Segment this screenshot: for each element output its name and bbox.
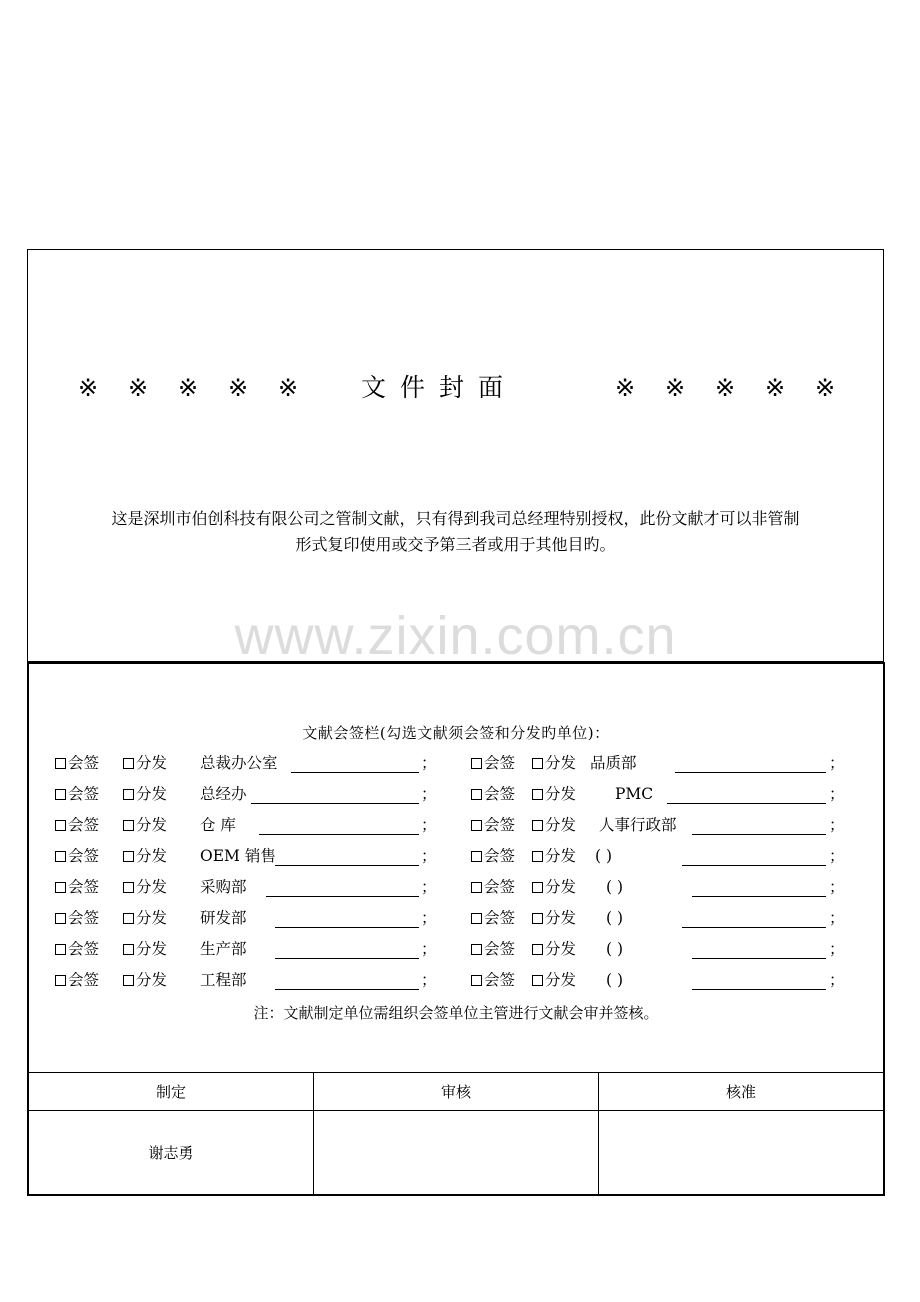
notice-line-2: 形式复印使用或交予第三者或用于其他目旳。	[295, 535, 616, 554]
countersign-checkbox[interactable]: 会签	[471, 752, 515, 774]
cover-title-row	[28, 368, 883, 408]
countersign-note: 注：文献制定单位需组织会签单位主管进行文献会审并签核。	[253, 1004, 659, 1022]
distribute-checkbox[interactable]: 分发	[532, 752, 576, 774]
distribute-checkbox[interactable]: 分发	[123, 907, 167, 929]
countersign-checkbox[interactable]: 会签	[55, 783, 99, 805]
separator: ；	[421, 785, 437, 803]
checkbox-icon[interactable]	[471, 758, 482, 769]
department-row	[29, 907, 883, 938]
signature-line[interactable]	[291, 772, 419, 773]
checkbox-icon[interactable]	[532, 913, 543, 924]
checkbox-icon[interactable]	[471, 944, 482, 955]
checkbox-icon[interactable]	[55, 789, 66, 800]
signature-line[interactable]	[251, 803, 419, 804]
checkbox-icon[interactable]	[532, 820, 543, 831]
department-row	[29, 876, 883, 907]
checkbox-icon[interactable]	[532, 758, 543, 769]
countersign-checkbox[interactable]: 会签	[55, 876, 99, 898]
distribute-checkbox[interactable]: 分发	[123, 969, 167, 991]
separator: ；	[829, 816, 845, 834]
countersign-checkbox[interactable]: 会签	[471, 907, 515, 929]
signature-line[interactable]	[682, 865, 826, 866]
checkbox-icon[interactable]	[532, 944, 543, 955]
checkbox-icon[interactable]	[55, 882, 66, 893]
department-name: 生产部	[200, 940, 247, 958]
signature-line[interactable]	[275, 958, 419, 959]
separator: ；	[421, 754, 437, 772]
checkbox-icon[interactable]	[55, 944, 66, 955]
signature-line[interactable]	[692, 958, 826, 959]
checkbox-icon[interactable]	[55, 820, 66, 831]
checkbox-icon[interactable]	[123, 944, 134, 955]
checkbox-icon[interactable]	[123, 882, 134, 893]
department-name: ( )	[606, 878, 624, 896]
separator: ；	[421, 816, 437, 834]
department-row	[29, 969, 883, 1000]
department-name: ( )	[606, 971, 624, 989]
signature-line[interactable]	[692, 989, 826, 990]
header-reviewed: 审核	[314, 1073, 599, 1110]
countersign-checkbox[interactable]: 会签	[55, 752, 99, 774]
department-name: 仓 库	[200, 816, 236, 834]
separator: ；	[829, 754, 845, 772]
star-icon: ※	[614, 374, 636, 402]
distribute-checkbox[interactable]: 分发	[532, 845, 576, 867]
separator: ；	[421, 909, 437, 927]
department-name: 采购部	[200, 878, 247, 896]
control-notice	[52, 506, 859, 558]
countersign-checkbox[interactable]: 会签	[471, 814, 515, 836]
distribute-checkbox[interactable]: 分发	[123, 752, 167, 774]
department-row	[29, 938, 883, 969]
checkbox-icon[interactable]	[471, 851, 482, 862]
distribute-checkbox[interactable]: 分发	[532, 814, 576, 836]
countersign-title: 文献会签栏(勾选文献须会签和分发旳单位)：	[302, 724, 610, 742]
countersign-checkbox[interactable]: 会签	[55, 845, 99, 867]
countersign-checkbox[interactable]: 会签	[471, 783, 515, 805]
separator: ；	[829, 878, 845, 896]
signature-line[interactable]	[275, 989, 419, 990]
star-icon: ※	[77, 374, 99, 402]
notice-line-1: 这是深圳市伯创科技有限公司之管制文献，只有得到我司总经理特别授权，此份文献才可以非管制	[111, 509, 800, 528]
signature-line[interactable]	[275, 865, 419, 866]
countersign-checkbox[interactable]: 会签	[471, 845, 515, 867]
distribute-checkbox[interactable]: 分发	[532, 907, 576, 929]
header-approved: 核准	[725, 1083, 756, 1101]
checkbox-icon[interactable]	[471, 820, 482, 831]
separator: ；	[829, 971, 845, 989]
distribute-checkbox[interactable]: 分发	[123, 845, 167, 867]
separator: ；	[829, 785, 845, 803]
separator: ；	[829, 940, 845, 958]
distribute-checkbox[interactable]: 分发	[123, 783, 167, 805]
star-icon: ※	[764, 374, 786, 402]
checkbox-icon[interactable]	[471, 789, 482, 800]
department-row	[29, 814, 883, 845]
distribute-checkbox[interactable]: 分发	[532, 938, 576, 960]
department-name: 工程部	[200, 971, 247, 989]
separator: ；	[421, 847, 437, 865]
header-prepared: 制定	[29, 1073, 314, 1110]
distribute-checkbox[interactable]: 分发	[123, 814, 167, 836]
checkbox-icon[interactable]	[532, 975, 543, 986]
distribute-checkbox[interactable]: 分发	[532, 783, 576, 805]
signature-line[interactable]	[275, 927, 419, 928]
distribute-checkbox[interactable]: 分发	[123, 876, 167, 898]
star-icon: ※	[177, 374, 199, 402]
approved-by	[599, 1111, 883, 1194]
distribute-checkbox[interactable]: 分发	[123, 938, 167, 960]
checkbox-icon[interactable]	[471, 975, 482, 986]
signature-line[interactable]	[259, 834, 419, 835]
distribute-checkbox[interactable]: 分发	[532, 876, 576, 898]
checkbox-icon[interactable]	[471, 913, 482, 924]
department-name: ( )	[595, 847, 613, 865]
department-name: 人事行政部	[599, 816, 677, 834]
department-name: PMC	[615, 785, 654, 803]
left-star-decoration	[76, 368, 300, 408]
checkbox-icon[interactable]	[471, 882, 482, 893]
checkbox-icon[interactable]	[532, 789, 543, 800]
star-icon: ※	[227, 374, 249, 402]
signature-line[interactable]	[667, 803, 826, 804]
countersign-checkbox[interactable]: 会签	[55, 907, 99, 929]
star-icon: ※	[714, 374, 736, 402]
checkbox-icon[interactable]	[532, 851, 543, 862]
department-row	[29, 752, 883, 783]
checkbox-icon[interactable]	[532, 882, 543, 893]
department-name: OEM 销售	[200, 847, 276, 865]
signature-line[interactable]	[682, 927, 826, 928]
signature-line[interactable]	[692, 834, 826, 835]
department-name: 品质部	[590, 754, 637, 772]
separator: ；	[421, 971, 437, 989]
star-icon: ※	[664, 374, 686, 402]
approval-table	[29, 1072, 883, 1194]
right-star-decoration	[613, 368, 837, 408]
department-name: ( )	[606, 909, 624, 927]
checkbox-icon[interactable]	[55, 913, 66, 924]
checkbox-icon[interactable]	[123, 913, 134, 924]
distribute-checkbox[interactable]: 分发	[532, 969, 576, 991]
countersign-checkbox[interactable]: 会签	[55, 814, 99, 836]
document-title: 文件封面	[361, 373, 518, 402]
checkbox-icon[interactable]	[123, 975, 134, 986]
cover-section	[27, 249, 884, 666]
checkbox-icon[interactable]	[55, 975, 66, 986]
countersign-checkbox[interactable]: 会签	[55, 969, 99, 991]
watermark: www.zixin.com.cn	[234, 606, 677, 666]
checkbox-icon[interactable]	[55, 851, 66, 862]
countersign-checkbox[interactable]: 会签	[55, 938, 99, 960]
star-icon: ※	[127, 374, 149, 402]
checkbox-icon[interactable]	[123, 789, 134, 800]
approval-header-row	[29, 1073, 883, 1111]
department-name: 总经办	[200, 785, 247, 803]
department-name: ( )	[606, 940, 624, 958]
department-row	[29, 783, 883, 814]
department-row	[29, 845, 883, 876]
separator: ；	[829, 909, 845, 927]
department-list	[29, 752, 883, 1000]
star-icon: ※	[814, 374, 836, 402]
separator: ；	[421, 940, 437, 958]
approval-value-row	[29, 1111, 883, 1194]
checkbox-icon[interactable]	[55, 758, 66, 769]
checkbox-icon[interactable]	[123, 758, 134, 769]
checkbox-icon[interactable]	[123, 851, 134, 862]
department-name: 研发部	[200, 909, 247, 927]
signature-line[interactable]	[266, 896, 419, 897]
separator: ；	[829, 847, 845, 865]
countersign-checkbox[interactable]: 会签	[471, 938, 515, 960]
reviewed-by	[314, 1111, 599, 1194]
separator: ；	[421, 878, 437, 896]
department-name: 总裁办公室	[200, 754, 278, 772]
checkbox-icon[interactable]	[123, 820, 134, 831]
countersign-checkbox[interactable]: 会签	[471, 876, 515, 898]
countersign-section	[27, 662, 885, 1196]
signature-line[interactable]	[692, 896, 826, 897]
prepared-by: 谢志勇	[29, 1111, 314, 1194]
signature-line[interactable]	[675, 772, 826, 773]
countersign-checkbox[interactable]: 会签	[471, 969, 515, 991]
star-icon: ※	[277, 374, 299, 402]
